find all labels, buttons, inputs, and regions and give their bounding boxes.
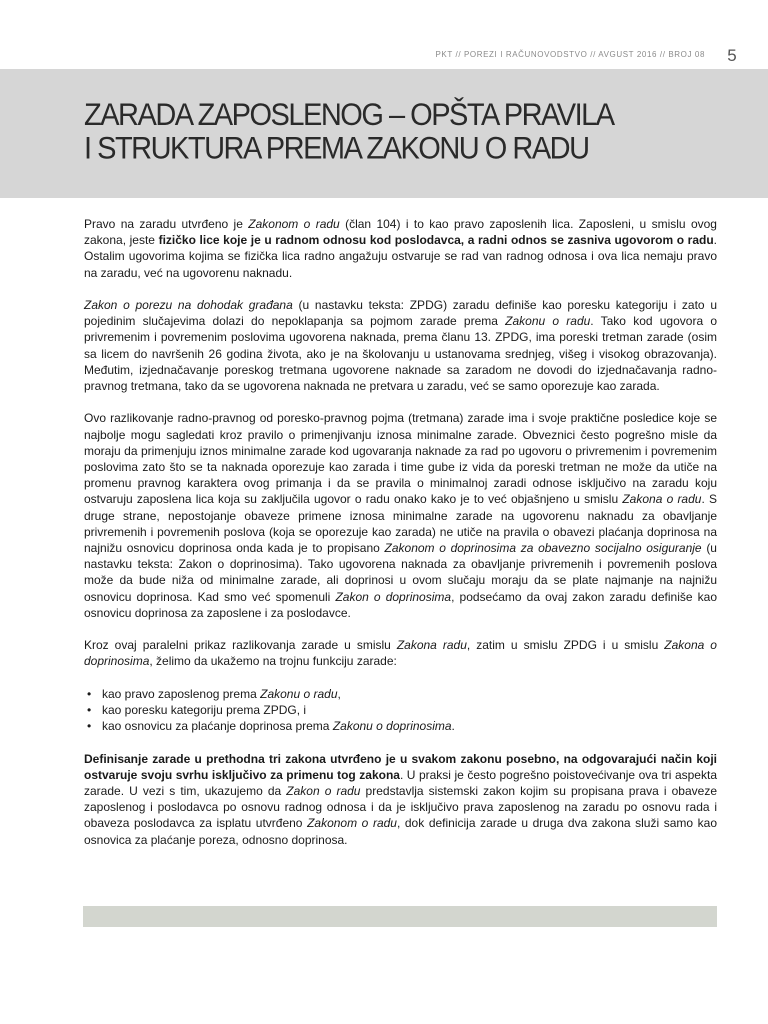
list-item xyxy=(84,702,717,718)
italic-run: Zakonom o radu xyxy=(307,816,397,831)
italic-run: Zakona o doprinosima xyxy=(84,638,717,669)
italic-run: Zakonu o doprinosima xyxy=(332,719,452,734)
text-run: kao poresku kategoriju prema ZPDG, i xyxy=(102,703,307,718)
text-run: (član 104) i to kao pravo zaposlenih lica. Zaposleni, u smislu ovog zakona, jeste xyxy=(84,217,717,248)
italic-run: Zakonom o doprinosima za obavezno socijalno osiguranje xyxy=(384,541,702,556)
page-number: 5 xyxy=(727,46,737,65)
italic-run: Zakonu o radu xyxy=(260,686,338,701)
text-run: predstavlja sistemski zakon kojim su propisana prava i obaveze zaposlenog i poslodavca po osnovu radnog odnosa i da je isključivo prava zaposlenog na zaradu po osnovu rada i obaveza poslodavca za isplatu utvrđeno xyxy=(84,784,718,831)
text-run: . Ostalim ugovorima kojima se fizička lica radno angažuju ostvaruje se rad van radnog odnosa i ova lica nemaju pravo na zaradu, već na ugovorenu naknadu. xyxy=(84,233,718,280)
italic-run: Zakon o doprinosima xyxy=(335,589,452,604)
text-run: . U praksi je često pogrešno poistovećivanje ova tri aspekta zarade. U vezi s tim, ukazujemo da xyxy=(84,767,717,799)
italic-run: Zakona radu xyxy=(396,638,467,653)
paragraph-3 xyxy=(84,410,717,621)
italic-run: Zakonu o radu xyxy=(505,314,591,329)
text-run: , dok definicija zarade u druga dva zakona služi samo kao osnovica za plaćanje poreza, odnosno doprinosa. xyxy=(84,816,717,847)
text-run: , želimo da ukažemo na trojnu funkciju zarade: xyxy=(149,654,397,669)
text-run: kao pravo zaposlenog prema xyxy=(102,686,261,701)
list-item xyxy=(84,718,717,734)
text-run: , podsećamo da ovaj zakon zaradu definiše kao osnovicu doprinosa za zaposlene i za poslodavce. xyxy=(84,589,718,620)
article-body xyxy=(84,216,717,864)
text-run: , xyxy=(337,686,341,701)
text-run: (u nastavku teksta: ZPDG) zaradu definiše kao poresku kategoriju i zato u pojedinim slučajevima dolazi do nepoklapanja sa pojmom zarade prema xyxy=(84,298,717,329)
article-title xyxy=(84,99,724,166)
function-list xyxy=(84,686,717,735)
text-run: Pravo na zaradu utvrđeno je xyxy=(84,217,249,231)
paragraph-2 xyxy=(84,297,717,394)
bullet-icon: • xyxy=(87,719,92,734)
bullet-icon: • xyxy=(87,703,92,718)
text-run: kao osnovicu za plaćanje doprinosa prema xyxy=(102,719,333,734)
italic-run: Zakonom o radu xyxy=(248,217,340,231)
bottom-box xyxy=(83,906,717,927)
running-head: PKT // POREZI I RAČUNOVODSTVO // AVGUST 2016 // BROJ 08 xyxy=(435,50,705,59)
paragraph-5 xyxy=(84,751,717,848)
paragraph-1 xyxy=(84,216,717,281)
italic-run: Zakona o radu xyxy=(622,492,702,507)
text-run: . S druge strane, nepostojanje obaveze primene iznosa minimalne zarade na ugovorenu naknadu za obavljanje privremenih i povremenih poslova (koja se oporezuje kao zarada) ne utiče na pravila o obavezi plaćanja doprinosa na najnižu osnovicu doprinosa onda kada je to propisano xyxy=(84,492,718,556)
text-run: , zatim u smislu ZPDG i u smislu xyxy=(466,638,665,653)
bold-run: Definisanje zarade u prethodna tri zakona utvrđeno je u svakom zakonu posebno, na odgovarajući način koji ostvaruje svoju svrhu isključivo za primenu tog zakona xyxy=(84,751,717,782)
list-item xyxy=(84,686,717,702)
text-run: . xyxy=(451,719,455,734)
text-run: (u nastavku teksta: Zakon o doprinosima). Tako ugovorena naknada za obavljanje privremenih i povremenih poslova može da bude niža od minimalne zarade, ali doprinosi u ovom slučaju moraju da se plate najmanje na najnižu osnovicu doprinosa. Kad smo već spomenuli xyxy=(84,541,717,604)
title-line-1: ZARADA ZAPOSLENOG – OPŠTA PRAVILA xyxy=(84,97,614,133)
bold-run: fizičko lice koje je u radnom odnosu kod poslodavca, a radni odnos se zasniva ugovorom o radu xyxy=(158,233,714,248)
text-run: Kroz ovaj paralelni prikaz razlikovanja zarade u smislu xyxy=(84,638,397,653)
italic-run: Zakon o porezu na dohodak građana xyxy=(84,298,293,312)
title-line-2: I STRUKTURA PREMA ZAKONU O RADU xyxy=(84,131,589,166)
paragraph-4 xyxy=(84,637,717,669)
bullet-icon: • xyxy=(87,686,92,701)
text-run: . Tako kod ugovora o privremenim i povremenim poslovima ugovorena naknada, prema članu 13. ZPDG, ima poreski tretman zarade (osim sa licem do navršenih 26 godina života, ako je na školovanju u ustanovama srednjeg, višeg i visokog obrazovanja). Međutim, izjednačavanje poreskog tretmana ugovorene naknade sa zaradom ne dovodi do izjednačavanja radno-pravnog tretmana, tako da se ugovorena naknada ne pretvara u zaradu, već se samo oporezuje kao zarada. xyxy=(84,314,718,394)
italic-run: Zakon o radu xyxy=(286,784,361,799)
text-run: Ovo razlikovanje radno-pravnog od poresko-pravnog pojma (tretmana) zarade ima i svoje praktične posledice koje se najbolje mogu sagledati kroz pravilo o primenjivanju iznosa minimalne zarade. Obveznici često pogrešno misle da moraju da primenjuju iznos minimalne zarade kod ugovaranja naknade za rad po ugovoru o privremenim i povremenim poslovima zato što se ta naknada oporezuje kao zarada i time gube iz vida da poreski tretman ne može da utiče na promenu pravnog karaktera ovog primanja i da se pravila o minimalnoj zaradi odnose isključivo na zaradu koju ostvaruju zaposlena lica koja su zaključila ugovor o radu onako kako je to već objašnjeno u smislu xyxy=(84,411,717,507)
